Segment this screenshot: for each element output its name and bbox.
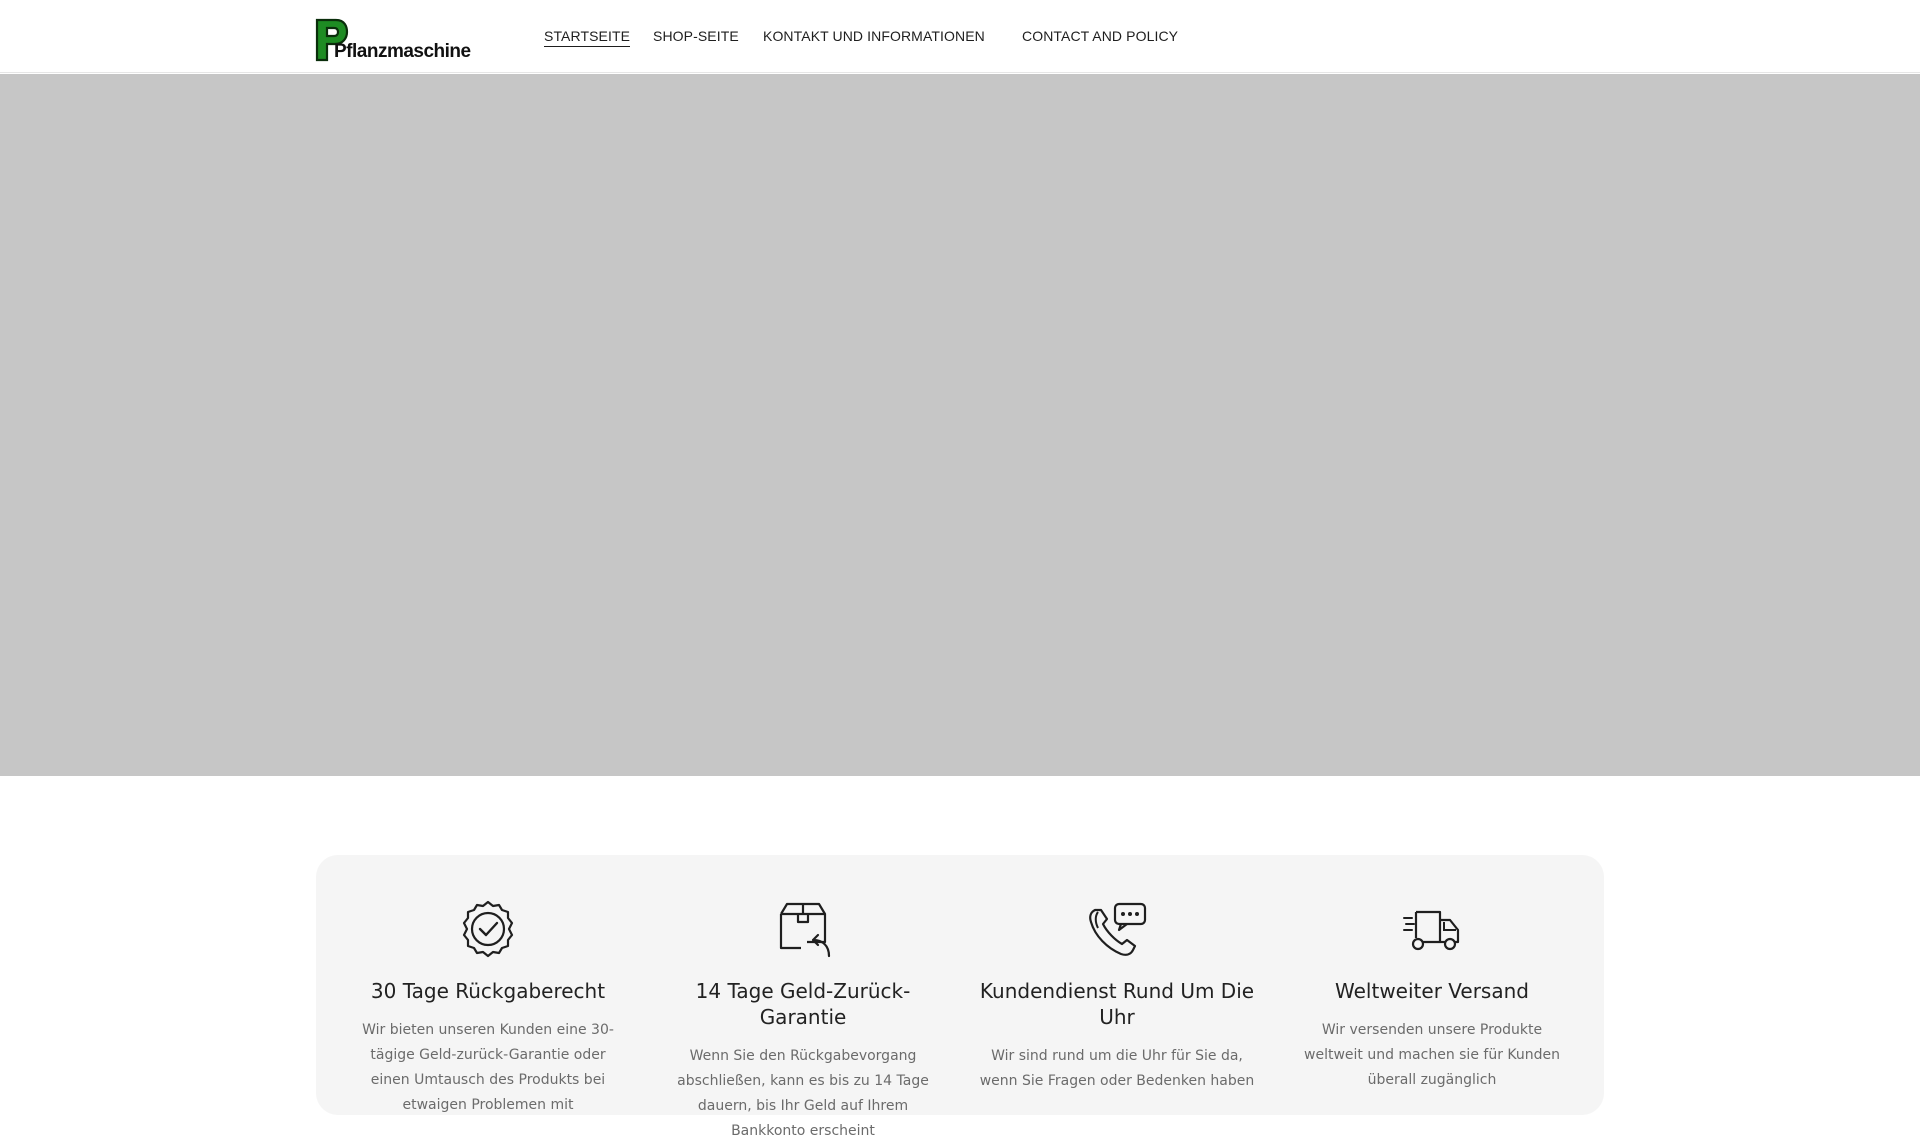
feature-customer-service — [967, 900, 1267, 1094]
feature-title: 30 Tage Rückgaberecht — [370, 979, 606, 1003]
feature-title: 14 Tage Geld-Zurück-Garantie — [695, 979, 911, 1029]
feature-money-back — [653, 900, 953, 1144]
nav-startseite[interactable]: STARTSEITE — [544, 28, 630, 47]
feature-title: Weltweiter Versand — [1335, 979, 1529, 1003]
feature-title: Kundendienst Rund Um Die Uhr — [979, 979, 1255, 1029]
nav-shop-seite[interactable]: SHOP-SEITE — [653, 28, 739, 44]
logo-text: Pflanzmaschine — [334, 41, 471, 62]
feature-worldwide-shipping — [1282, 900, 1582, 1093]
badge-check-icon — [456, 900, 520, 958]
feature-text: Wir sind rund um die Uhr für Sie da, wenn Sie Fragen oder Bedenken haben — [979, 1048, 1255, 1089]
nav-contact-and-policy[interactable]: CONTACT AND POLICY — [1022, 28, 1179, 44]
delivery-truck-icon — [1400, 900, 1464, 958]
site-header — [0, 0, 1920, 73]
phone-chat-icon — [1085, 900, 1149, 958]
hero-banner — [0, 74, 1920, 776]
feature-text: Wenn Sie den Rückgabevorgang abschließen, kann es bis zu 14 Tage dauern, bis Ihr Geld auf Ihrem Bankkonto erscheint — [677, 1048, 929, 1139]
main-nav — [0, 0, 1920, 73]
features-section — [316, 855, 1604, 1139]
feature-text: Wir versenden unsere Produkte weltweit und machen sie für Kunden überall zugänglich — [1304, 1022, 1560, 1088]
nav-kontakt-und-informationen[interactable]: KONTAKT UND INFORMATIONEN — [763, 28, 985, 44]
feature-return-policy — [338, 900, 638, 1118]
box-return-icon — [771, 900, 835, 958]
feature-text: Wir bieten unseren Kunden eine 30-tägige Geld-zurück-Garantie oder einen Umtausch des Produkts bei etwaigen Problemen mit — [362, 1022, 614, 1113]
